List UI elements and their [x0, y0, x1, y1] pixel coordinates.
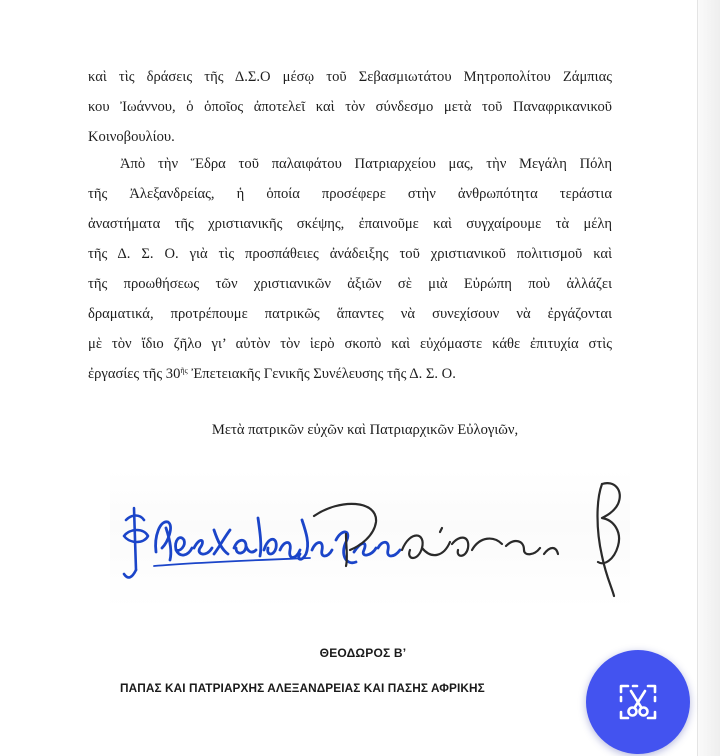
paragraph-main	[88, 149, 612, 389]
page-edge	[697, 0, 720, 756]
signature-script-black	[314, 483, 620, 596]
text-line: Κοινοβουλίου.	[88, 129, 175, 145]
text-line: κου Ἰωάννου, ὁ ὁποῖος ἀποτελεῖ καὶ τὸν σύνδεσμο μετὰ τοῦ Παναφρικανικοῦ	[88, 99, 612, 115]
text-fragment: ἐργασίες τῆς 30	[88, 366, 181, 382]
text-line: ἀναστήματα τῆς χριστιανικῆς σκέψης, ἐπαινοῦμε καὶ συγχαίρουμε τὰ μέλη	[88, 216, 612, 232]
text-line: τῆς Δ. Σ. Ο. γιὰ τὶς προσπάθειες ἀνάδειξης τοῦ χριστιανικοῦ πολιτισμοῦ καὶ	[88, 246, 612, 262]
signature-drawing	[110, 470, 630, 610]
text-line	[88, 359, 612, 389]
handwritten-signature	[110, 470, 630, 610]
closing-greeting: Μετὰ πατρικῶν εὐχῶν καὶ Πατριαρχικῶν Εὐλογιῶν,	[211, 422, 519, 438]
signature-cross	[124, 508, 148, 577]
text-line: Ἀπὸ τὴν Ἕδρα τοῦ παλαιφάτου Πατριαρχείου μας, τὴν Μεγάλη Πόλη	[120, 156, 612, 172]
text-line: τῆς Ἀλεξανδρείας, ἡ ὁποία προσέφερε στὴν ἀνθρωπότητα τεράστια	[88, 186, 612, 202]
text-line: δραματικά, προτρέπουμε πατρικῶς ἅπαντες νὰ συνεχίσουν νὰ ἐργάζονται	[88, 306, 612, 322]
signatory-title: ΠΑΠΑΣ ΚΑΙ ΠΑΤΡΙΑΡΧΗΣ ΑΛΕΞΑΝΔΡΕΙΑΣ ΚΑΙ ΠΑΣΗΣ ΑΦΡΙΚΗΣ	[120, 681, 485, 695]
text-line: τῆς προωθήσεως τῶν χριστιανικῶν ἀξιῶν σὲ μιὰ Εὐρώπη ποὺ ἀλλάζει	[88, 276, 612, 292]
ordinal-suffix: ῆς	[180, 366, 188, 375]
screenshot-scissors-icon	[617, 681, 659, 723]
text-line: καὶ τὶς δράσεις τῆς Δ.Σ.Ο μέσῳ τοῦ Σεβασμιωτάτου Μητροπολίτου Ζάμπιας	[88, 69, 612, 85]
text-line: μὲ τὸν ἴδιο ζῆλο γι’ αὐτὸν τὸν ἱερὸ σκοπὸ καὶ εὐχόμαστε κάθε ἐπιτυχία στὶς	[88, 336, 612, 352]
signatory-name: ΘΕΟΔΩΡΟΣ Β’	[319, 646, 407, 660]
paragraph-intro	[88, 62, 612, 152]
text-fragment: Ἐπετειακῆς Γενικῆς Συνέλευσης τῆς Δ. Σ. Ο.	[187, 366, 456, 382]
screenshot-tool-button[interactable]	[586, 650, 690, 754]
